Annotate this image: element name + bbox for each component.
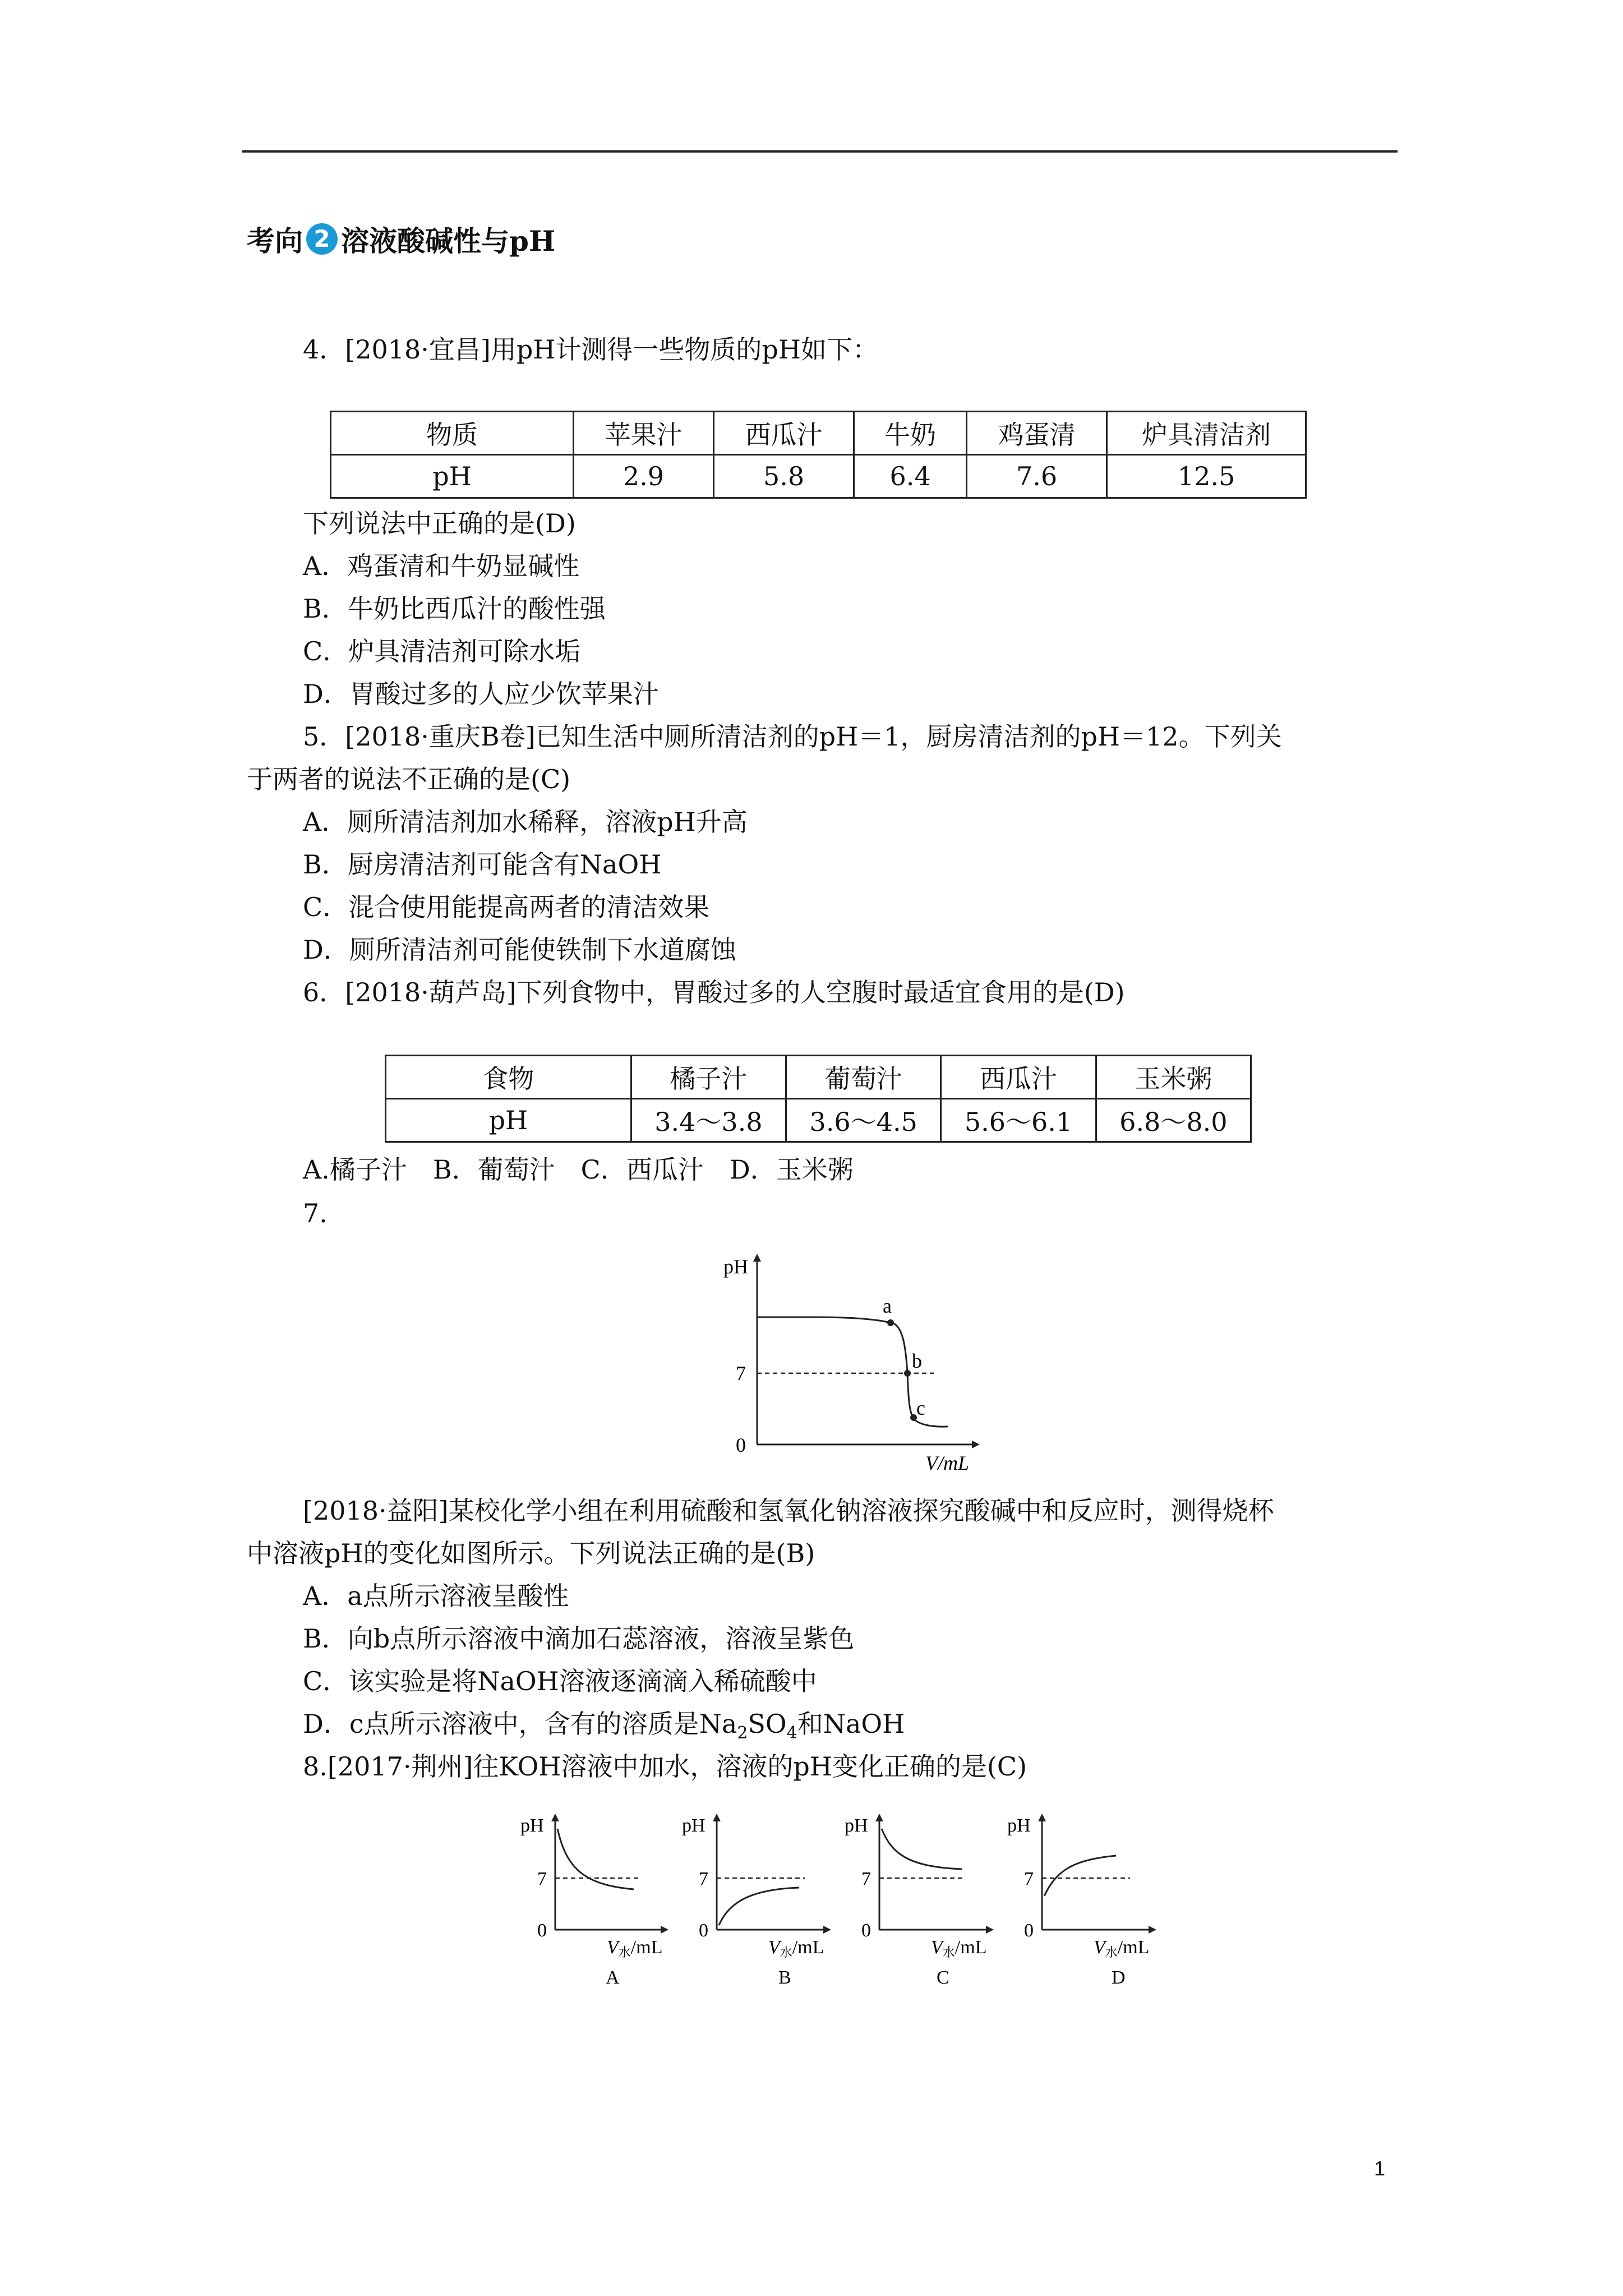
table-row — [386, 1099, 1251, 1142]
x-sub: 水 — [942, 1945, 955, 1959]
q4-option-a: A．鸡蛋清和牛奶显碱性 — [303, 551, 580, 581]
heading-prefix: 考向 — [247, 224, 303, 257]
graph-b-ylabel: pH — [682, 1815, 706, 1836]
q4-table — [330, 411, 1307, 499]
q5-stem-line2: 于两者的说法不正确的是(C) — [247, 764, 571, 794]
graph-d — [1007, 1815, 1152, 1988]
graph-c-0: 0 — [861, 1920, 871, 1941]
table-cell: 6.8～8.0 — [1096, 1099, 1251, 1142]
x-var: V — [768, 1937, 780, 1958]
subscript: 4 — [786, 1723, 797, 1743]
point-b — [904, 1370, 911, 1377]
graph-c-xlabel — [931, 1937, 986, 1959]
table-row — [386, 1056, 1251, 1099]
q4-ask: 下列说法中正确的是(D) — [303, 508, 576, 539]
q7-option-c: C．该实验是将NaOH溶液逐滴滴入稀硫酸中 — [303, 1666, 817, 1696]
q6-table — [385, 1055, 1252, 1143]
q5-stem-line1: 5．[2018·重庆B卷]已知生活中厕所清洁剂的pH＝1，厨房清洁剂的pH＝12。下列关 — [303, 721, 1282, 752]
table-cell: 橘子汁 — [631, 1056, 786, 1099]
graph-b-7: 7 — [699, 1869, 708, 1889]
x-axis-label: V/mL — [925, 1452, 970, 1474]
graph-b — [682, 1815, 827, 1988]
table-cell: 物质 — [331, 412, 574, 455]
q7-option-a: A．a点所示溶液呈酸性 — [303, 1581, 569, 1611]
q7-option-d-text: 和NaOH — [797, 1709, 905, 1739]
x-var: V — [931, 1937, 943, 1958]
x-var: V — [1094, 1937, 1105, 1958]
table-row — [331, 455, 1306, 498]
x-unit: /mL — [630, 1937, 663, 1958]
table-cell: 西瓜汁 — [941, 1056, 1096, 1099]
table-cell: 5.6～6.1 — [941, 1099, 1096, 1142]
table-cell: 7.6 — [967, 455, 1107, 498]
graph-a-ylabel: pH — [520, 1815, 544, 1836]
q4-option-c: C．炉具清洁剂可除水垢 — [303, 636, 581, 666]
q7-number: 7. — [303, 1198, 328, 1228]
q6-options: A.橘子汁 B．葡萄汁 C．西瓜汁 D．玉米粥 — [303, 1154, 854, 1185]
x-sub: 水 — [618, 1945, 631, 1959]
table-cell: pH — [331, 455, 574, 498]
graph-b-0: 0 — [699, 1920, 708, 1941]
q7-option-d — [303, 1711, 905, 1742]
x-unit: /mL — [955, 1937, 987, 1958]
graph-c-7: 7 — [861, 1869, 871, 1889]
graph-c-label: C — [937, 1967, 949, 1988]
graph-a-xlabel — [607, 1937, 662, 1959]
table-cell: 西瓜汁 — [714, 412, 854, 455]
table-cell: 12.5 — [1107, 455, 1306, 498]
graph-a-label: A — [606, 1967, 620, 1988]
q6-stem: 6．[2018·葫芦岛]下列食物中，胃酸过多的人空腹时最适宜食用的是(D) — [303, 977, 1125, 1007]
graph-a-0: 0 — [537, 1920, 547, 1941]
q5-option-b: B．厨房清洁剂可能含有NaOH — [303, 849, 662, 880]
q7-stem-line1: [2018·益阳]某校化学小组在利用硫酸和氢氧化钠溶液探究酸碱中和反应时，测得烧杯 — [303, 1496, 1274, 1526]
graph-d-xlabel — [1094, 1937, 1149, 1959]
table-cell: 5.8 — [714, 455, 854, 498]
q7-option-d-text: SO — [748, 1709, 787, 1739]
table-cell: 3.6～4.5 — [786, 1099, 941, 1142]
x-unit: /mL — [792, 1937, 824, 1958]
q4-option-b: B．牛奶比西瓜汁的酸性强 — [303, 593, 606, 624]
graph-a-7: 7 — [537, 1869, 547, 1889]
table-cell: 玉米粥 — [1096, 1056, 1251, 1099]
graph-d-label: D — [1112, 1967, 1126, 1988]
q5-option-c: C．混合使用能提高两者的清洁效果 — [303, 892, 710, 922]
q7-stem-line2: 中溶液pH的变化如图所示。下列说法正确的是(B) — [247, 1538, 815, 1568]
x-var: V — [607, 1937, 619, 1958]
graph-b-label: B — [778, 1967, 791, 1988]
table-cell: 6.4 — [854, 455, 967, 498]
tick-7: 7 — [736, 1362, 746, 1384]
table-cell: 葡萄汁 — [786, 1056, 941, 1099]
subscript: 2 — [737, 1723, 748, 1743]
tick-0: 0 — [736, 1434, 746, 1456]
table-cell: 3.4～3.8 — [631, 1099, 786, 1142]
q4-option-d: D．胃酸过多的人应少饮苹果汁 — [303, 679, 659, 709]
table-cell: pH — [386, 1099, 631, 1142]
q5-option-d: D．厕所清洁剂可能使铁制下水道腐蚀 — [303, 935, 736, 965]
table-cell: 牛奶 — [854, 412, 967, 455]
table-cell: 食物 — [386, 1056, 631, 1099]
header-rule — [242, 150, 1398, 153]
x-unit: /mL — [1117, 1937, 1150, 1958]
graph-c-ylabel: pH — [845, 1815, 868, 1836]
section-heading — [247, 219, 555, 259]
q7-option-b: B．向b点所示溶液中滴加石蕊溶液，溶液呈紫色 — [303, 1623, 855, 1654]
graph-b-xlabel — [768, 1937, 824, 1959]
table-row — [331, 412, 1306, 455]
page-number: 1 — [1374, 2157, 1386, 2180]
point-a — [887, 1319, 894, 1326]
graph-d-0: 0 — [1024, 1920, 1034, 1941]
graph-d-ylabel: pH — [1007, 1815, 1031, 1836]
graph-d-7: 7 — [1024, 1869, 1034, 1889]
graph-c — [845, 1815, 990, 1988]
q7-option-d-text: D．c点所示溶液中，含有的溶质是Na — [303, 1709, 737, 1739]
graph-a — [520, 1815, 665, 1988]
y-axis-label: pH — [723, 1255, 748, 1278]
q8-graphs — [505, 1806, 1211, 1997]
table-cell: 2.9 — [573, 455, 713, 498]
heading-title: 溶液酸碱性与pH — [341, 224, 556, 257]
table-cell: 苹果汁 — [573, 412, 713, 455]
q5-option-a: A．厕所清洁剂加水稀释，溶液pH升高 — [303, 807, 748, 837]
x-sub: 水 — [780, 1945, 792, 1959]
label-a: a — [883, 1295, 892, 1317]
table-cell: 鸡蛋清 — [967, 412, 1107, 455]
label-b: b — [912, 1350, 922, 1372]
q4-stem: 4．[2018·宜昌]用pH计测得一些物质的pH如下： — [303, 334, 878, 365]
number-badge-icon: 2 — [306, 223, 338, 255]
label-c: c — [916, 1397, 925, 1419]
q7-ph-graph — [712, 1245, 1004, 1481]
x-sub: 水 — [1105, 1945, 1118, 1959]
table-cell: 炉具清洁剂 — [1107, 412, 1306, 455]
q8-stem: 8.[2017·荆州]往KOH溶液中加水，溶液的pH变化正确的是(C) — [303, 1751, 1027, 1782]
